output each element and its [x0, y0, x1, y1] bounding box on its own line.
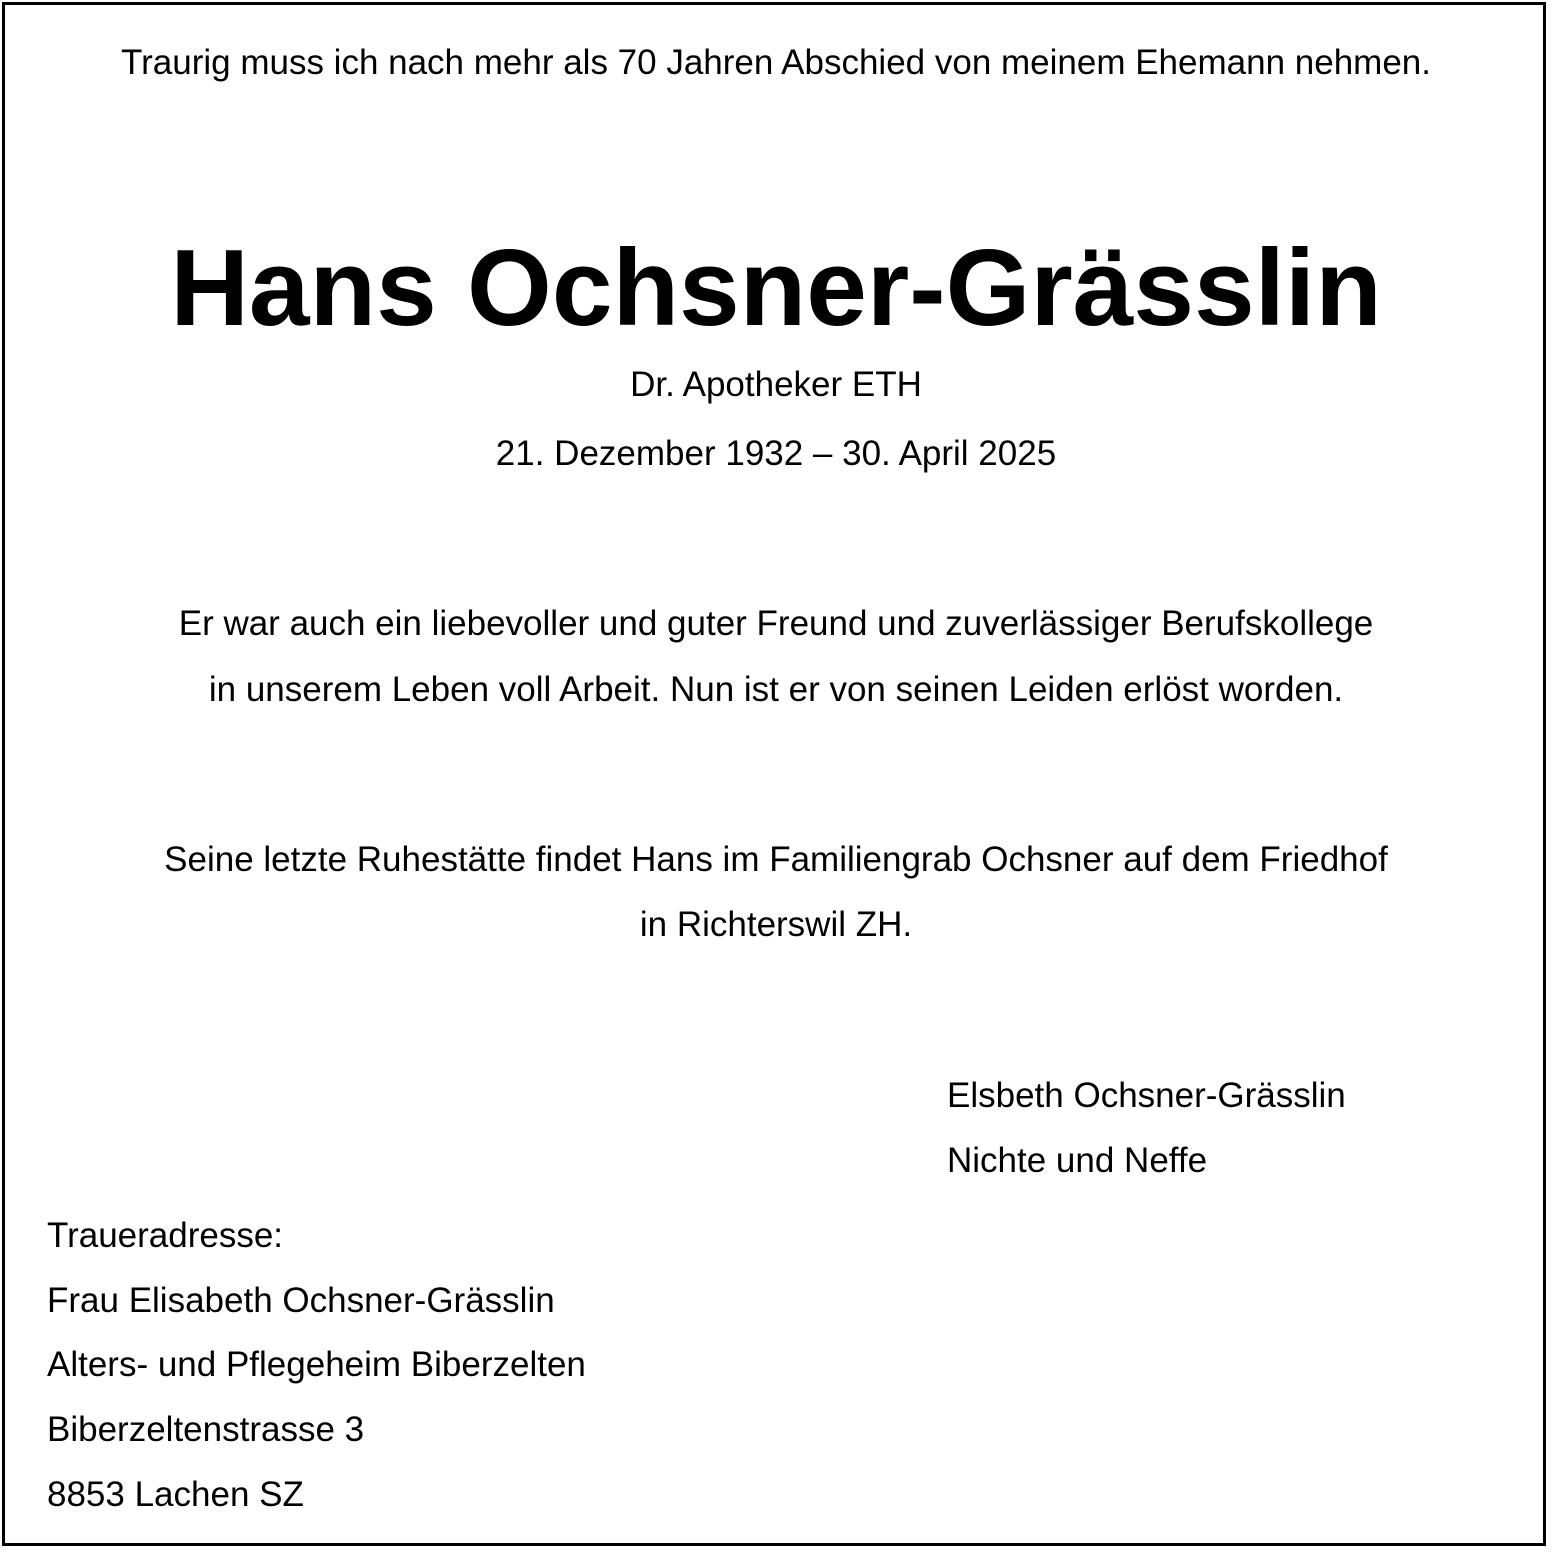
address-line-4: 8853 Lachen SZ: [47, 1475, 304, 1514]
deceased-title: Dr. Apotheker ETH: [630, 365, 922, 404]
mourner-2: Nichte und Neffe: [947, 1141, 1208, 1180]
tribute-line-1: Er war auch ein liebevoller und guter Freund und zuverlässiger Berufskollege: [178, 604, 1374, 643]
mourner-1: Elsbeth Ochsner-Grässlin: [947, 1076, 1346, 1115]
burial-line-1: Seine letzte Ruhestätte findet Hans im Familiengrab Ochsner auf dem Friedhof: [164, 840, 1388, 879]
address-line-1: Frau Elisabeth Ochsner-Grässlin: [47, 1281, 555, 1320]
address-line-2: Alters- und Pflegeheim Biberzelten: [47, 1345, 586, 1384]
life-dates: 21. Dezember 1932 – 30. April 2025: [495, 434, 1057, 473]
deceased-name: Hans Ochsner-Grässlin: [170, 227, 1382, 349]
intro-text: Traurig muss ich nach mehr als 70 Jahren Abschied von meinem Ehemann nehmen.: [121, 43, 1431, 82]
burial-line-2: in Richterswil ZH.: [639, 905, 913, 944]
address-line-3: Biberzeltenstrasse 3: [47, 1410, 365, 1449]
address-heading: Traueradresse:: [47, 1216, 284, 1255]
tribute-line-2: in unserem Leben voll Arbeit. Nun ist er von seinen Leiden erlöst worden.: [208, 670, 1344, 709]
